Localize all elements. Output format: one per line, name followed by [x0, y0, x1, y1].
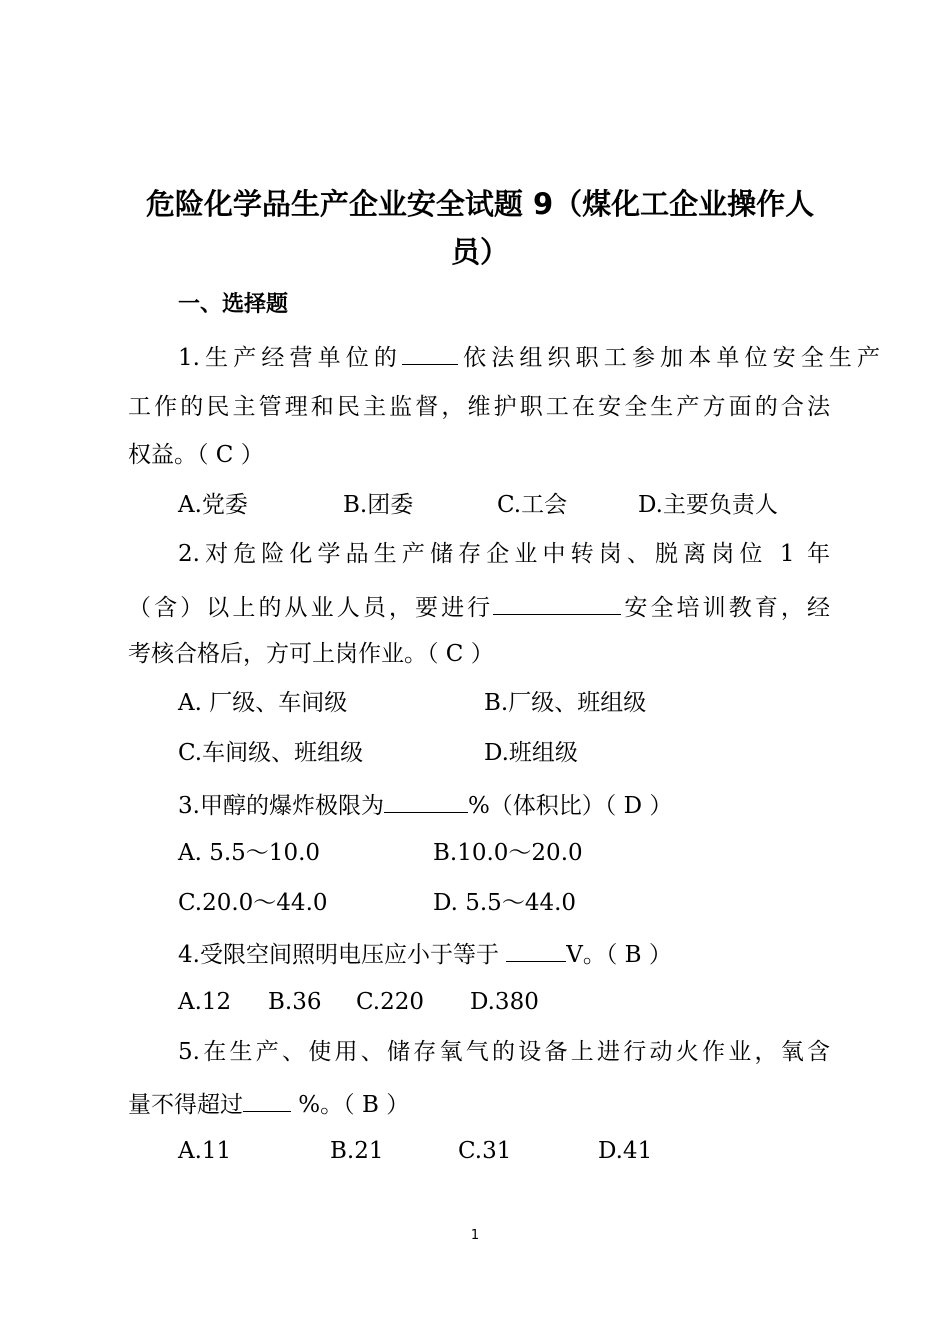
- answer-blank: [493, 588, 621, 615]
- question-1-option-a: A.党委: [178, 492, 248, 518]
- question-3-option-a: A. 5.5～10.0: [178, 840, 321, 866]
- question-1-option-b: B.团委: [343, 492, 414, 518]
- question-5-option-c: C.31: [458, 1138, 512, 1164]
- answer-blank: [506, 935, 566, 962]
- question-4-line-1: 4.受限空间照明电压应小于等于 V。（ B ）: [178, 935, 672, 972]
- question-3-option-d: D. 5.5～44.0: [433, 890, 577, 916]
- question-2-option-d: D.班组级: [484, 740, 578, 766]
- title-line-1: 危险化学品生产企业安全试题 9（煤化工企业操作人: [145, 187, 815, 221]
- question-4-option-c: C.220: [356, 989, 424, 1015]
- question-3-option-b: B.10.0～20.0: [433, 840, 583, 866]
- question-2-line-3: 考核合格后，方可上岗作业。（ C ）: [128, 641, 494, 667]
- question-2-line-2: （含）以上的从业人员，要进行 安全培训教育，经: [128, 588, 830, 625]
- answer-blank: [402, 338, 458, 365]
- question-5-option-b: B.21: [330, 1138, 384, 1164]
- question-1-line-1: 1.生产经营单位的 依法组织职工参加本单位安全生产: [178, 338, 880, 375]
- question-2-option-a: A. 厂级、车间级: [178, 690, 348, 716]
- question-4-option-a: A.12: [178, 989, 232, 1015]
- question-5-line-1: 5.在生产、使用、储存氧气的设备上进行动火作业，氧含: [178, 1039, 830, 1065]
- question-1-line-3: 权益。（ C ）: [128, 442, 264, 468]
- section-heading: 一、选择题: [178, 292, 289, 317]
- question-4-option-d: D.380: [470, 989, 539, 1015]
- question-2-line-1: 2.对危险化学品生产储存企业中转岗、脱离岗位 1 年: [178, 541, 830, 567]
- question-1-option-d: D.主要负责人: [638, 492, 778, 518]
- answer-blank: [243, 1085, 291, 1112]
- page-number: 1: [470, 1228, 480, 1243]
- title-line-2: 员）: [450, 235, 509, 269]
- question-2-option-b: B.厂级、班组级: [484, 690, 647, 716]
- document-title: [125, 180, 835, 276]
- question-4-option-b: B.36: [268, 989, 322, 1015]
- question-3-option-c: C.20.0～44.0: [178, 890, 328, 916]
- answer-blank: [384, 786, 468, 813]
- question-5-option-d: D.41: [598, 1138, 653, 1164]
- question-3-line-1: 3.甲醇的爆炸极限为 %（体积比）（ D ）: [178, 786, 672, 823]
- question-2-option-c: C.车间级、班组级: [178, 740, 364, 766]
- question-1-option-c: C.工会: [497, 492, 568, 518]
- question-5-option-a: A.11: [178, 1138, 232, 1164]
- question-5-line-2: 量不得超过 %。（ B ）: [128, 1085, 409, 1122]
- question-1-line-2: 工作的民主管理和民主监督，维护职工在安全生产方面的合法: [128, 394, 830, 420]
